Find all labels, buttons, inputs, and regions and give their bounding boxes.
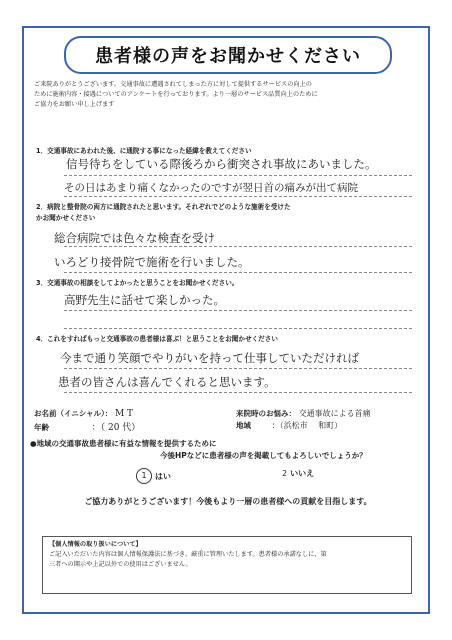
- name-label: お名前（イニシャル）：: [34, 409, 113, 418]
- answer-line: [64, 392, 412, 393]
- page-title: 患者様の声をお聞かせください: [95, 46, 361, 67]
- consent-no-option: [282, 468, 314, 479]
- intro-line: ご協力をお願い申し上げます: [34, 101, 115, 108]
- intro-line: ご来院ありがとうございます。交通事故に遭遇されてしまった方に対して提供するサービスの向上の: [34, 81, 312, 88]
- answer-1-line-1: 信号待ちをしている際後ろから衝突され事故にあいました。: [66, 157, 377, 171]
- answer-line: [64, 175, 412, 176]
- area-value: ：（浜松市 和町）: [271, 421, 343, 430]
- symptom-field: [236, 408, 371, 419]
- symptom-value: 交通事故による首痛: [298, 409, 371, 418]
- title-box: [64, 36, 392, 74]
- question-2-line: かお聞かせください: [36, 214, 96, 222]
- answer-line: [64, 310, 412, 311]
- privacy-box: [42, 536, 412, 594]
- no-label: いいえ: [290, 469, 315, 478]
- answer-line: [64, 196, 412, 197]
- answer-line: [64, 272, 412, 273]
- name-value: M T: [114, 409, 134, 419]
- privacy-heading: 【個人情報の取り扱いについて】: [49, 541, 142, 548]
- answer-1-line-2: その日はあまり痛くなかったのですが翌日首の痛みが出て病院: [64, 182, 358, 194]
- consent-line-2: 今後HPなどに患者様の声を掲載してもよろしいでしょうか？: [160, 451, 367, 460]
- age-field: [34, 420, 140, 433]
- name-field: [34, 408, 133, 419]
- intro-line: ために施術内容・接遇についてのアンケートを行っております。より一層のサービス品質向上のために: [34, 91, 318, 98]
- answer-2-line-2: いろどり接骨院で施術を行いました。: [54, 255, 250, 269]
- question-1: 1．交通事故にあわれた後、に通院する事になった経緯を教えてください: [36, 147, 252, 155]
- answer-line: [64, 328, 412, 329]
- yes-label: はい: [155, 471, 171, 481]
- consent-line-1: ●地域の交通事故患者様に有益な情報を提供するために: [30, 439, 217, 448]
- no-number: 2: [282, 469, 288, 478]
- question-3: 3．交通事故の相談をしてよかったと思うことをお聞かせください。: [36, 279, 239, 287]
- intro-text: [34, 80, 422, 110]
- answer-3-line-1: 高野先生に話せて楽しかった。: [64, 293, 225, 307]
- privacy-line: 三者への開示や上記以外での使用はございません。: [49, 561, 192, 568]
- question-2: [36, 202, 420, 224]
- age-label: 年齢: [34, 423, 49, 432]
- age-value: ：（ 20 代）: [91, 423, 141, 433]
- symptom-label: 来院時のお悩み：: [236, 409, 296, 418]
- privacy-line: ご記入いただいた内容は個人情報保護法に基づき、厳重に管理いたします。患者様の承諾なしに、第: [49, 551, 327, 558]
- survey-sheet: [22, 26, 430, 614]
- question-4: 4．これをすればもっと交通事故の患者様は喜ぶ！と思うことをお聞かせください: [36, 335, 278, 343]
- answer-line: [64, 368, 412, 369]
- area-field: [236, 420, 342, 431]
- answer-4-line-1: 今まで通り笑顔でやりがいを持って仕事していただければ: [60, 351, 359, 365]
- consent-yes-option: [136, 468, 171, 484]
- answer-4-line-2: 患者の皆さんは喜んでくれると思います。: [58, 375, 276, 389]
- yes-circle-mark: 1: [136, 468, 152, 484]
- question-2-line: 2．病院と整骨院の両方に通院されたと思います。それぞれでどのような施術を受けた: [36, 203, 291, 211]
- answer-line: [64, 246, 412, 247]
- answer-2-line-1: 総合病院では色々な検査を受け: [54, 231, 215, 245]
- area-label: 地域: [236, 421, 251, 430]
- thanks-message: ご協力ありがとうございます！今後もより一層の患者様への貢献を目指します。: [84, 497, 372, 506]
